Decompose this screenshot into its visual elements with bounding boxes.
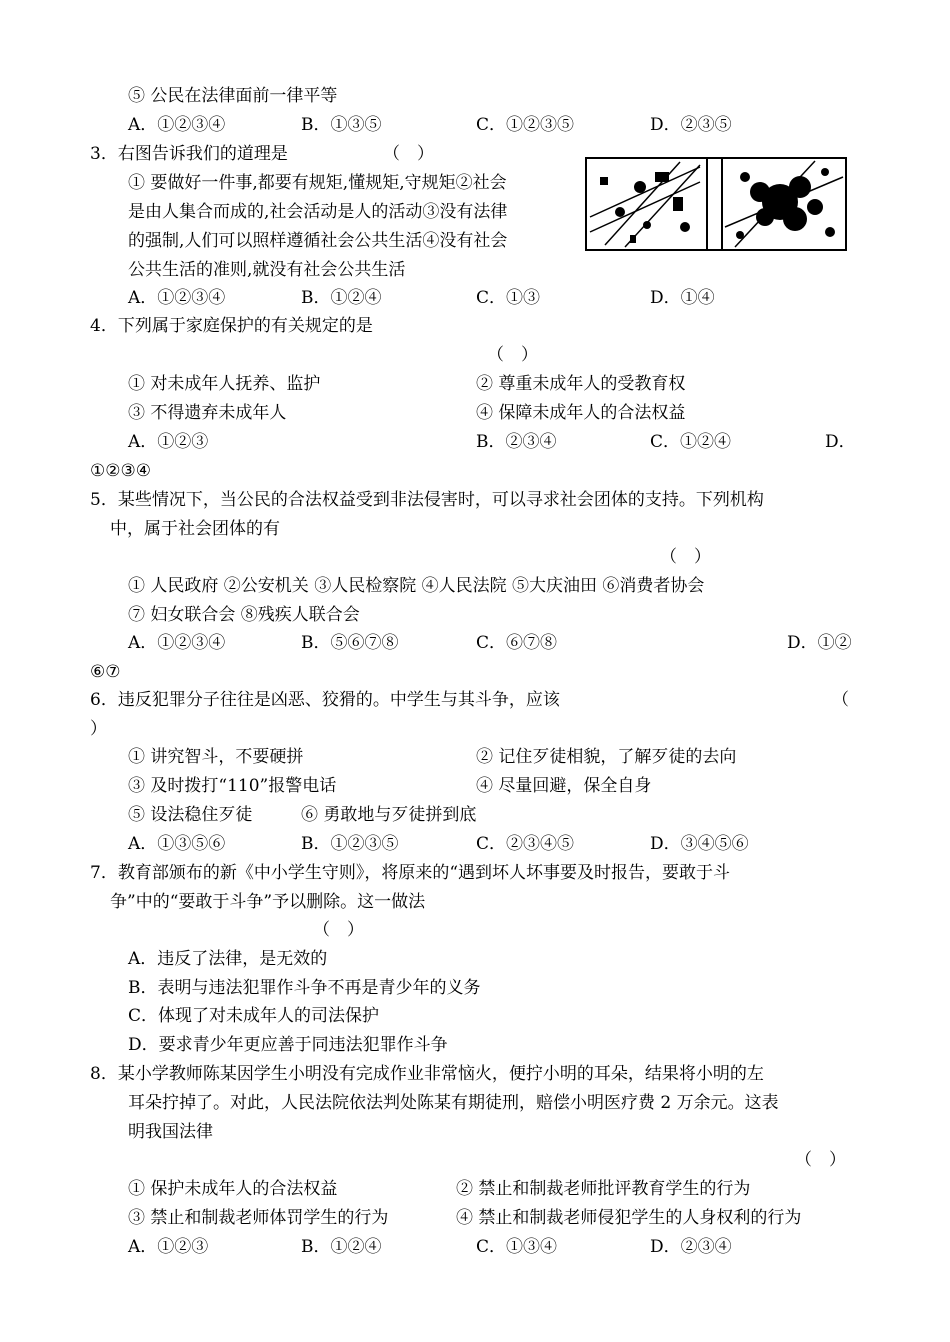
q4-stem: 4．下列属于家庭保护的有关规定的是: [90, 316, 373, 336]
q4-option-d-continued: ①②③④: [90, 461, 151, 481]
q8-option-c: C．①③④: [476, 1237, 558, 1257]
q3-answer-paren: （ ）: [383, 144, 434, 164]
q5-stem-line-2: 中，属于社会团体的有: [110, 519, 280, 539]
q4-item-3: ③ 不得遗弃未成年人: [128, 403, 287, 423]
q3-option-d: D．①④: [650, 288, 715, 308]
q3-option-a: A．①②③④: [128, 288, 226, 308]
q4-option-b: B．②③④: [476, 432, 557, 452]
q3-text-line-2: 是由人集合而成的,社会活动是人的活动③没有法律: [128, 202, 508, 222]
q8-item-4: ④ 禁止和制裁老师侵犯学生的人身权利的行为: [456, 1208, 802, 1228]
q7-option-c: C．体现了对未成年人的司法保护: [128, 1006, 380, 1026]
q4-option-d: D．: [825, 432, 856, 452]
q6-option-d: D．③④⑤⑥: [650, 834, 749, 854]
q5-option-b: B．⑤⑥⑦⑧: [301, 633, 399, 653]
q4-option-c: C．①②④: [650, 432, 732, 452]
q2-option-a: A．①②③④: [128, 115, 226, 135]
q2-option-d: D．②③⑤: [650, 115, 732, 135]
q2-item-5: ⑤ 公民在法律面前一律平等: [128, 86, 338, 106]
q3-text-line-4: 公共生活的准则,就没有社会公共生活: [128, 260, 406, 280]
q8-option-a: A．①②③: [128, 1237, 209, 1257]
q8-item-1: ① 保护未成年人的合法权益: [128, 1179, 338, 1199]
q3-option-b: B．①②④: [301, 288, 382, 308]
q8-item-2: ② 禁止和制裁老师批评教育学生的行为: [456, 1179, 751, 1199]
q7-option-b: B．表明与违法犯罪作斗争不再是青少年的义务: [128, 978, 481, 998]
q7-stem-line-1: 7．教育部颁布的新《中小学生守则》，将原来的“遇到坏人坏事要及时报告，要敢于斗: [90, 863, 731, 883]
q3-text-line-1: ① 要做好一件事,都要有规矩,懂规矩,守规矩②社会: [128, 173, 507, 193]
q5-answer-paren: （ ）: [660, 547, 711, 567]
q2-option-b: B．①③⑤: [301, 115, 382, 135]
q6-stem: 6．违反犯罪分子往往是凶恶、狡猾的。中学生与其斗争，应该: [90, 690, 560, 710]
q5-option-c: C．⑥⑦⑧: [476, 633, 558, 653]
q6-item-2: ② 记住歹徒相貌，了解歹徒的去向: [476, 747, 737, 767]
q6-option-b: B．①②③⑤: [301, 834, 399, 854]
q8-item-3: ③ 禁止和制裁老师体罚学生的行为: [128, 1208, 389, 1228]
q5-items-line-2: ⑦ 妇女联合会 ⑧残疾人联合会: [128, 605, 360, 625]
q6-paren-open: （: [832, 690, 849, 710]
q5-stem-line-1: 5．某些情况下，当公民的合法权益受到非法侵害时，可以寻求社会团体的支持。下列机构: [90, 490, 764, 510]
q6-paren-close: ）: [90, 719, 107, 739]
q6-item-5: ⑤ 设法稳住歹徒: [128, 805, 253, 825]
q8-stem-line-3: 明我国法律: [128, 1122, 213, 1142]
q7-option-a: A．违反了法律，是无效的: [128, 949, 328, 969]
q8-option-d: D．②③④: [650, 1237, 732, 1257]
q4-item-4: ④ 保障未成年人的合法权益: [476, 403, 686, 423]
q3-stem: 3．右图告诉我们的道理是: [90, 144, 288, 164]
q8-stem-line-1: 8．某小学教师陈某因学生小明没有完成作业非常恼火，便拧小明的耳朵，结果将小明的左: [90, 1064, 764, 1084]
q4-item-1: ① 对未成年人抚养、监护: [128, 374, 321, 394]
q4-answer-paren: （ ）: [487, 345, 538, 365]
q6-option-a: A．①③⑤⑥: [128, 834, 226, 854]
q3-option-c: C．①③: [476, 288, 541, 308]
q5-option-d: D．①②: [787, 633, 852, 653]
q5-option-a: A．①②③④: [128, 633, 226, 653]
q7-option-d: D．要求青少年更应善于同违法犯罪作斗争: [128, 1035, 448, 1055]
q4-option-a: A．①②③: [128, 432, 209, 452]
q7-stem-line-2: 争”中的“要敢于斗争”予以删除。这一做法: [110, 892, 426, 912]
q7-answer-paren: （ ）: [313, 920, 364, 940]
q2-option-c: C．①②③⑤: [476, 115, 575, 135]
q6-option-c: C．②③④⑤: [476, 834, 575, 854]
q6-item-1: ① 讲究智斗，不要硬拼: [128, 747, 304, 767]
q6-item-4: ④ 尽量回避，保全自身: [476, 776, 652, 796]
q8-option-b: B．①②④: [301, 1237, 382, 1257]
q6-item-3: ③ 及时拨打“110”报警电话: [128, 776, 337, 796]
q4-item-2: ② 尊重未成年人的受教育权: [476, 374, 686, 394]
q3-illustration-image: [585, 157, 847, 251]
q8-stem-line-2: 耳朵拧掉了。对此，人民法院依法判处陈某有期徒刑，赔偿小明医疗费 2 万余元。这表: [128, 1093, 779, 1113]
q6-item-6: ⑥ 勇敢地与歹徒拼到底: [301, 805, 477, 825]
q5-option-d-continued: ⑥⑦: [90, 662, 121, 682]
q5-items-line-1: ① 人民政府 ②公安机关 ③人民检察院 ④人民法院 ⑤大庆油田 ⑥消费者协会: [128, 576, 705, 596]
q3-text-line-3: 的强制,人们可以照样遵循社会公共生活④没有社会: [128, 231, 508, 251]
q8-answer-paren: （ ）: [795, 1150, 846, 1170]
